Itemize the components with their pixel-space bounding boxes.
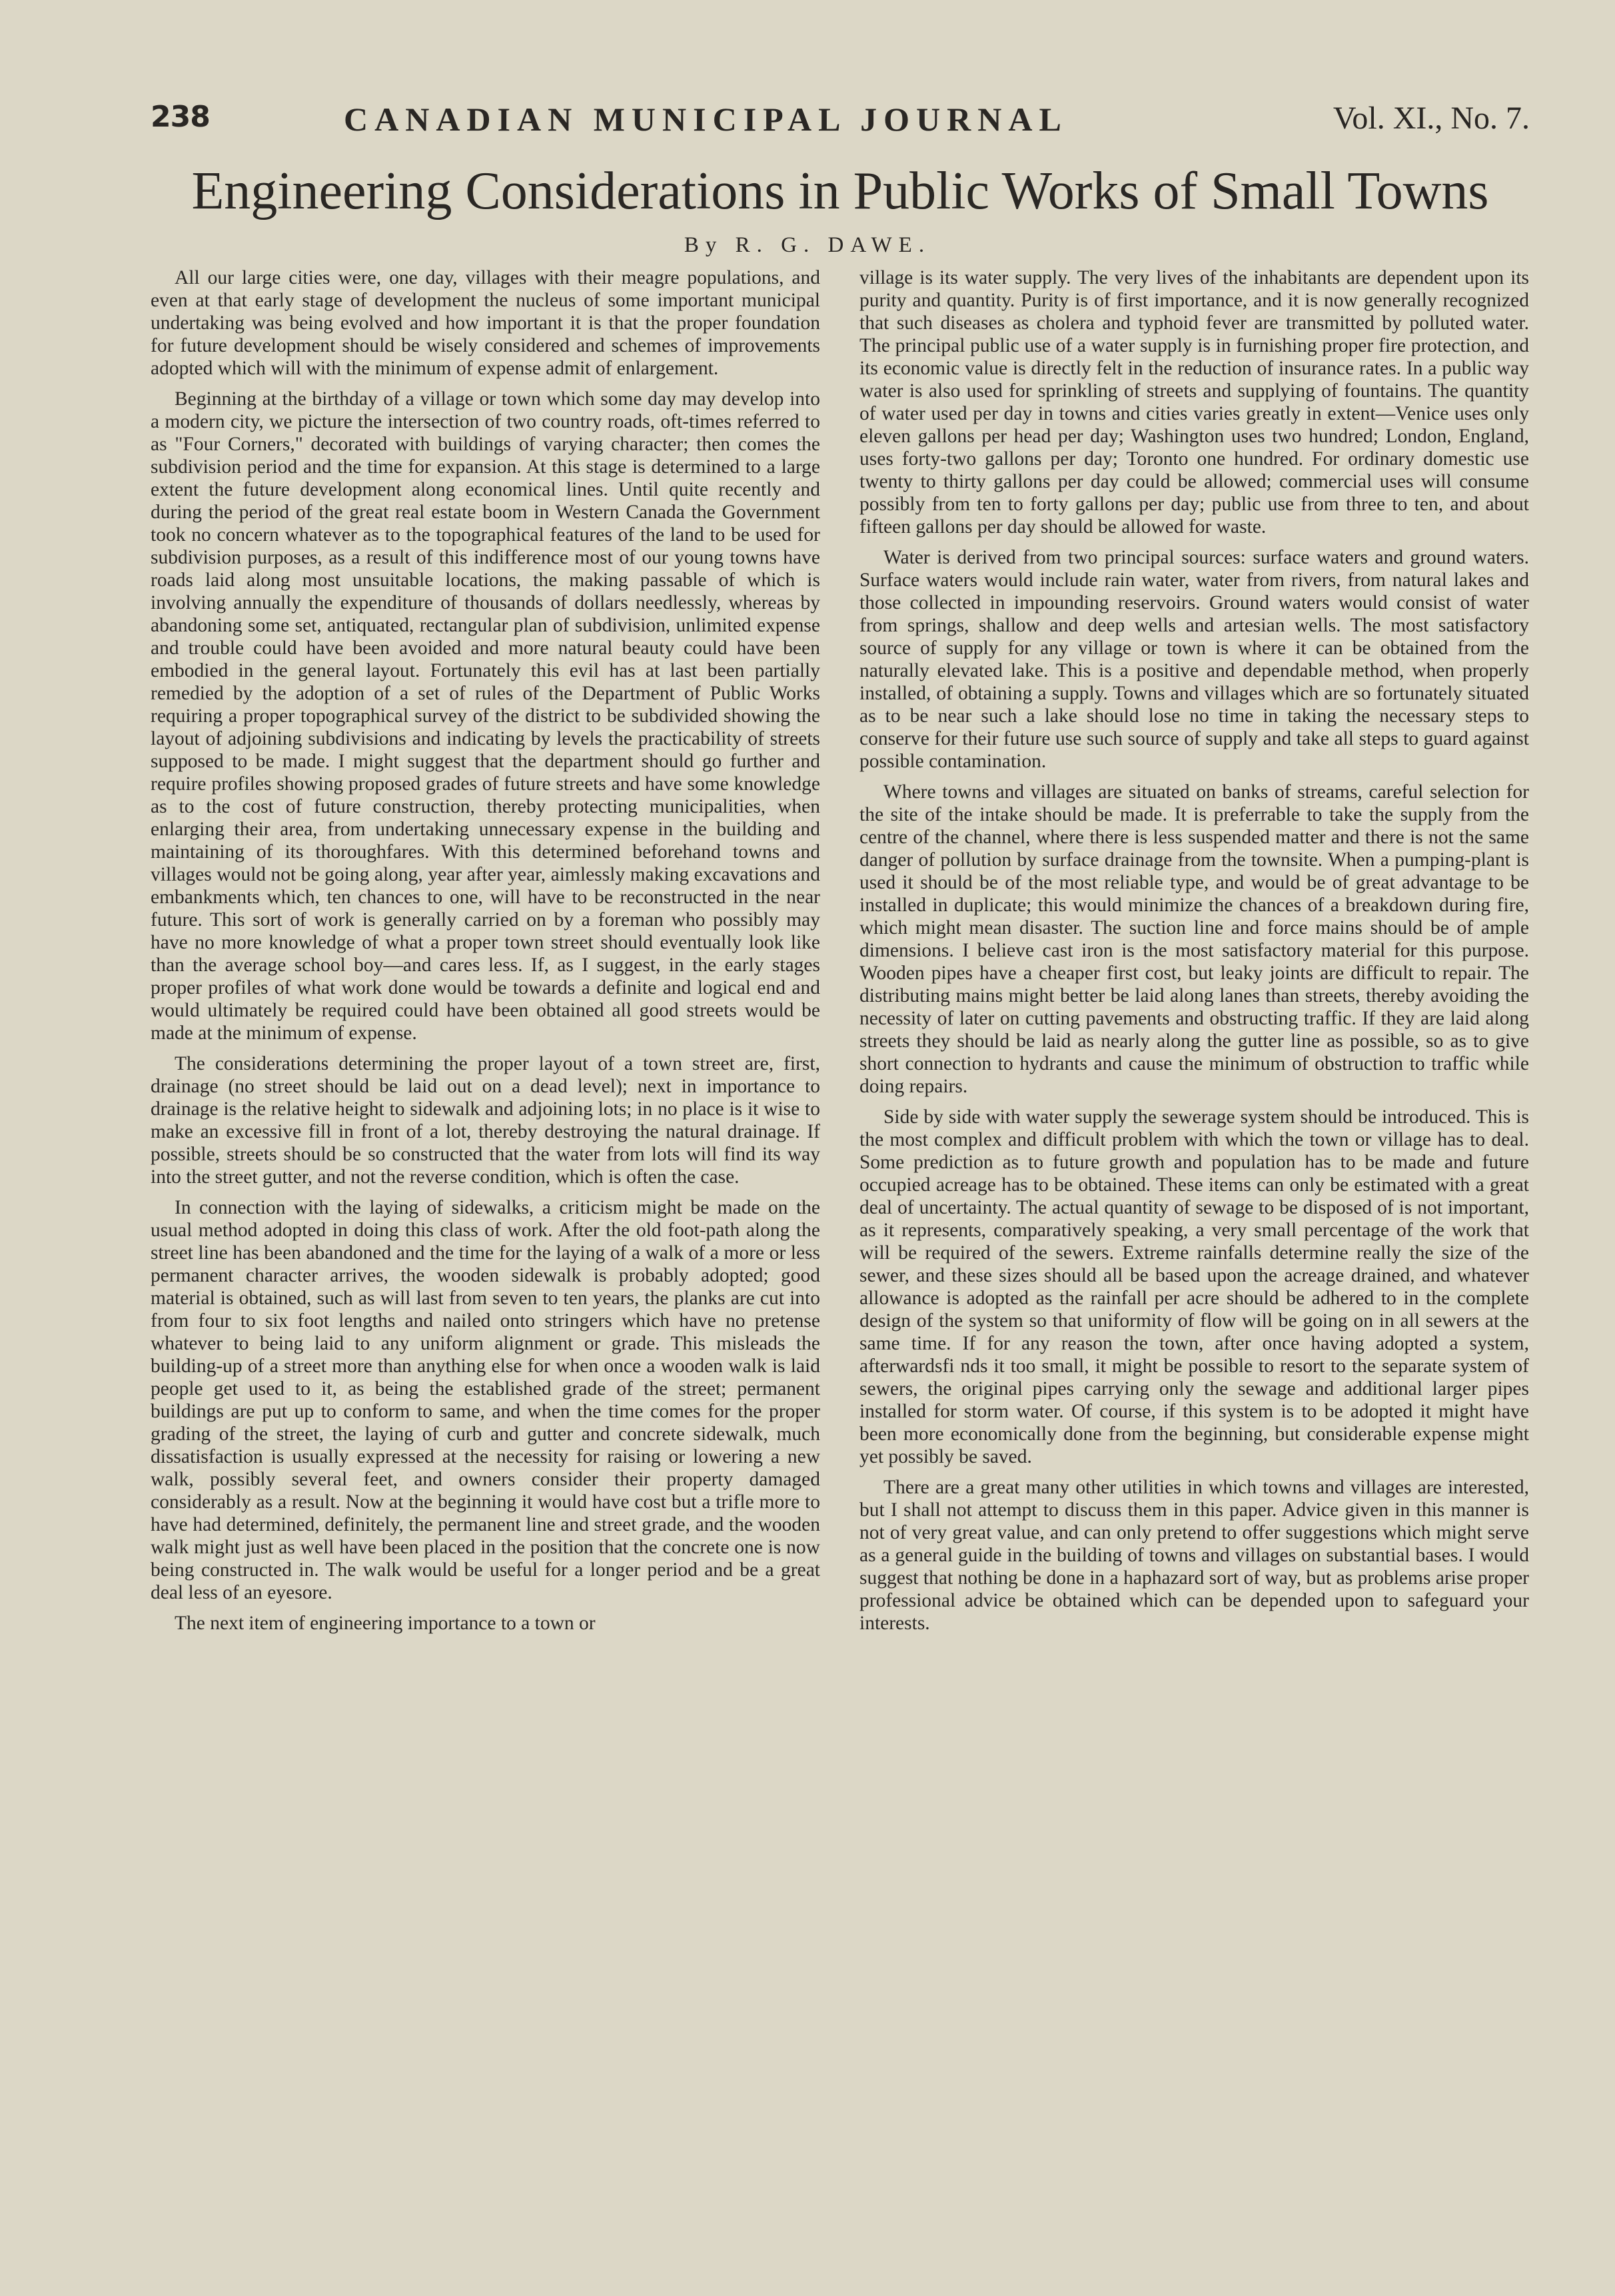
- article-byline: By R. G. DAWE.: [684, 233, 931, 257]
- article-title: Engineering Considerations in Public Works of Small Towns: [191, 162, 1489, 220]
- running-header: [151, 100, 1530, 143]
- paragraph: There are a great many other utilities in which towns and villages are interested, but I shall not attempt to discuss them in this paper. Advice given in this manner is not of very great value, and can only pretend to offer suggestions which might serve as a general guide in the building of towns and villages on substantial bases. I would suggest that nothing be done in a haphazard sort of way, but as problems arise proper professional advice be obtained which can be depended upon to safeguard your interests.: [859, 1477, 1529, 1634]
- paragraph: Side by side with water supply the sewerage system should be introduced. This is the most complex and difficult problem with which the town or village has to deal. Some prediction as to future growth and population has to be made and future occupied acreage has to be obtained. These items can only be estimated with a great deal of uncertainty. The actual quantity of sewage to be disposed of is not important, as it represents, comparatively speaking, a very small percentage of the work that will be required of the sewers. Extreme rainfalls determine really the size of the sewer, and these sizes should all be based upon the acreage drained, and whatever allowance is adopted as the rainfall per acre should be adhered to in the complete design of the system so that uniformity of flow will be going on in all sewers at the same time. If for any reason the town, after once having adopted a system, afterwardsfi nds it too small, it might be possible to resort to the separate system of sewers, the original pipes carrying only the sewage and additional larger pipes installed for storm water. Of course, if this system is to be adopted it might have been more economically done from the beginning, but considerable expense might yet possibly be saved.: [859, 1106, 1529, 1467]
- paragraph: The considerations determining the proper layout of a town street are, first, drainage (no street should be laid out on a dead level); next in importance to drainage is the relative height to sidewalk and adjoining lots; in no place is it wise to make an excessive fill in front of a lot, thereby destroying the natural drainage. If possible, streets should be so constructed that the water from lots will find its way into the street gutter, and not the reverse condition, which is often the case.: [151, 1053, 820, 1188]
- paragraph: The next item of engineering importance to a town or: [175, 1613, 596, 1634]
- paragraph: Where towns and villages are situated on banks of streams, careful selection for the site of the intake should be made. It is preferrable to take the supply from the centre of the channel, where there is less suspended matter and there is not the same danger of pollution by surface drainage from the townsite. When a pumping-plant is used it should be of the most reliable type, and would be of great advantage to be installed in duplicate; this would minimize the chances of a breakdown during fire, which might mean disaster. The suction line and force mains should be of ample dimensions. I believe cast iron is the most satisfactory material for this purpose. Wooden pipes have a cheaper first cost, but leaky joints are difficult to repair. The distributing mains might better be laid along lanes than streets, thereby avoiding the necessity of later on cutting pavements and obstructing traffic. If they are laid along streets they should be laid as nearly along the gutter line as possible, so as to give short connection to hydrants and cause the minimum of obstruction to traffic while doing repairs.: [859, 781, 1529, 1097]
- paragraph: In connection with the laying of sidewalks, a criticism might be made on the usual method adopted in doing this class of work. After the old foot-path along the street line has been abandoned and the time for the laying of a walk of a more or less permanent character arrives, the wooden sidewalk is probably adopted; good material is obtained, such as will last from seven to ten years, the planks are cut into from four to six foot lengths and nailed onto stringers which have no pretense whatever to being laid to any uniform alignment or grade. This misleads the building-up of a street more than anything else for when once a wooden walk is laid people get used to it, as being the established grade of the street; permanent buildings are put up to conform to same, and when the time comes for the proper grading of the street, the laying of curb and gutter and concrete sidewalk, much dissatisfaction is usually expressed at the necessity for raising or lowering a new walk, possibly several feet, and owners consider their property damaged considerably as a result. Now at the beginning it would have cost but a trifle more to have had determined, definitely, the permanent line and street grade, and the wooden walk might just as well have been placed in the position that the concrete one is now being constructed in. The walk would be useful for a longer period and be a great deal less of an eyesore.: [151, 1197, 820, 1603]
- paragraph: Water is derived from two principal sources: surface waters and ground waters. Surface waters would include rain water, water from rivers, from natural lakes and those collected in impounding reservoirs. Ground waters would consist of water from springs, shallow and deep wells and artesian wells. The most satisfactory source of supply for any village or town is where it can be obtained from the naturally elevated lake. This is a positive and dependable method, when properly installed, of obtaining a supply. Towns and villages which are so fortunately situated as to be near such a lake should lose no time in taking the necessary steps to conserve for their future use such source of supply and take all steps to guard against possible contamination.: [859, 547, 1529, 772]
- left-column: [151, 266, 820, 1635]
- page-number: 238: [151, 100, 210, 134]
- paragraph: All our large cities were, one day, villages with their meagre populations, and even at that early stage of development the nucleus of some important municipal undertaking was being evolved and how important it is that the proper foundation for future development should be wisely considered and schemes of improvements adopted which will with the minimum of expense admit of enlargement.: [151, 267, 820, 379]
- right-column: [859, 266, 1529, 1635]
- journal-title: CANADIAN MUNICIPAL JOURNAL: [344, 101, 1068, 138]
- paragraph: Beginning at the birthday of a village or town which some day may develop into a modern city, we picture the intersection of two country roads, oft-times referred to as "Four Corners," decorated with buildings of varying character; then comes the subdivision period and the time for expansion. At this stage is determined to a large extent the future development along economical lines. Until quite recently and during the period of the great real estate boom in Western Canada the Government took no concern whatever as to the topographical features of the land to be used for subdivision purposes, as a result of this indifference most of our young towns have roads laid along most unsuitable locations, the making passable of which is involving annually the expenditure of thousands of dollars needlessly, whereas by abandoning some set, antiquated, rectangular plan of subdivision, unlimited expense and trouble could have been avoided and more natural beauty could have been embodied in the general layout. Fortunately this evil has at last been partially remedied by the adoption of a set of rules of the Department of Public Works requiring a proper topographical survey of the district to be subdivided showing the layout of adjoining subdivisions and indicating by levels the practicability of streets supposed to be made. I might suggest that the department should go further and require profiles showing proposed grades of future streets and have some knowledge as to the cost of future construction, thereby protecting municipalities, when enlarging their area, from undertaking unnecessary expense in the building and maintaining of its thoroughfares. With this determined beforehand towns and villages would not be going along, year after year, aimlessly making excavations and embankments which, ten chances to one, will have to be reconstructed in the near future. This sort of work is generally carried on by a foreman who possibly may have no more knowledge of what a proper town street should eventually look like than the average school boy—and cares less. If, as I suggest, in the early stages proper profiles of what work done would be towards a definite and logical end and would ultimately be required could have been obtained all good streets would be made at the minimum of expense.: [151, 388, 820, 1044]
- paragraph: village is its water supply. The very lives of the inhabitants are dependent upon its purity and quantity. Purity is of first importance, and it is now generally recognized that such diseases as cholera and typhoid fever are transmitted by polluted water. The principal public use of a water supply is in furnishing proper fire protection, and its economic value is directly felt in the reduction of insurance rates. In a public way water is also used for sprinkling of streets and supplying of fountains. The quantity of water used per day in towns and cities varies greatly in extent—Venice uses only eleven gallons per head per day; Washington uses two hundred; London, England, uses forty-two gallons per day; Toronto one hundred. For ordinary domestic use twenty to thirty gallons per day could be allowed; commercial uses will consume possibly from ten to forty gallons per day; public use from three to ten, and about fifteen gallons per day should be allowed for waste.: [859, 267, 1529, 538]
- volume-issue: Vol. XI., No. 7.: [1333, 101, 1530, 136]
